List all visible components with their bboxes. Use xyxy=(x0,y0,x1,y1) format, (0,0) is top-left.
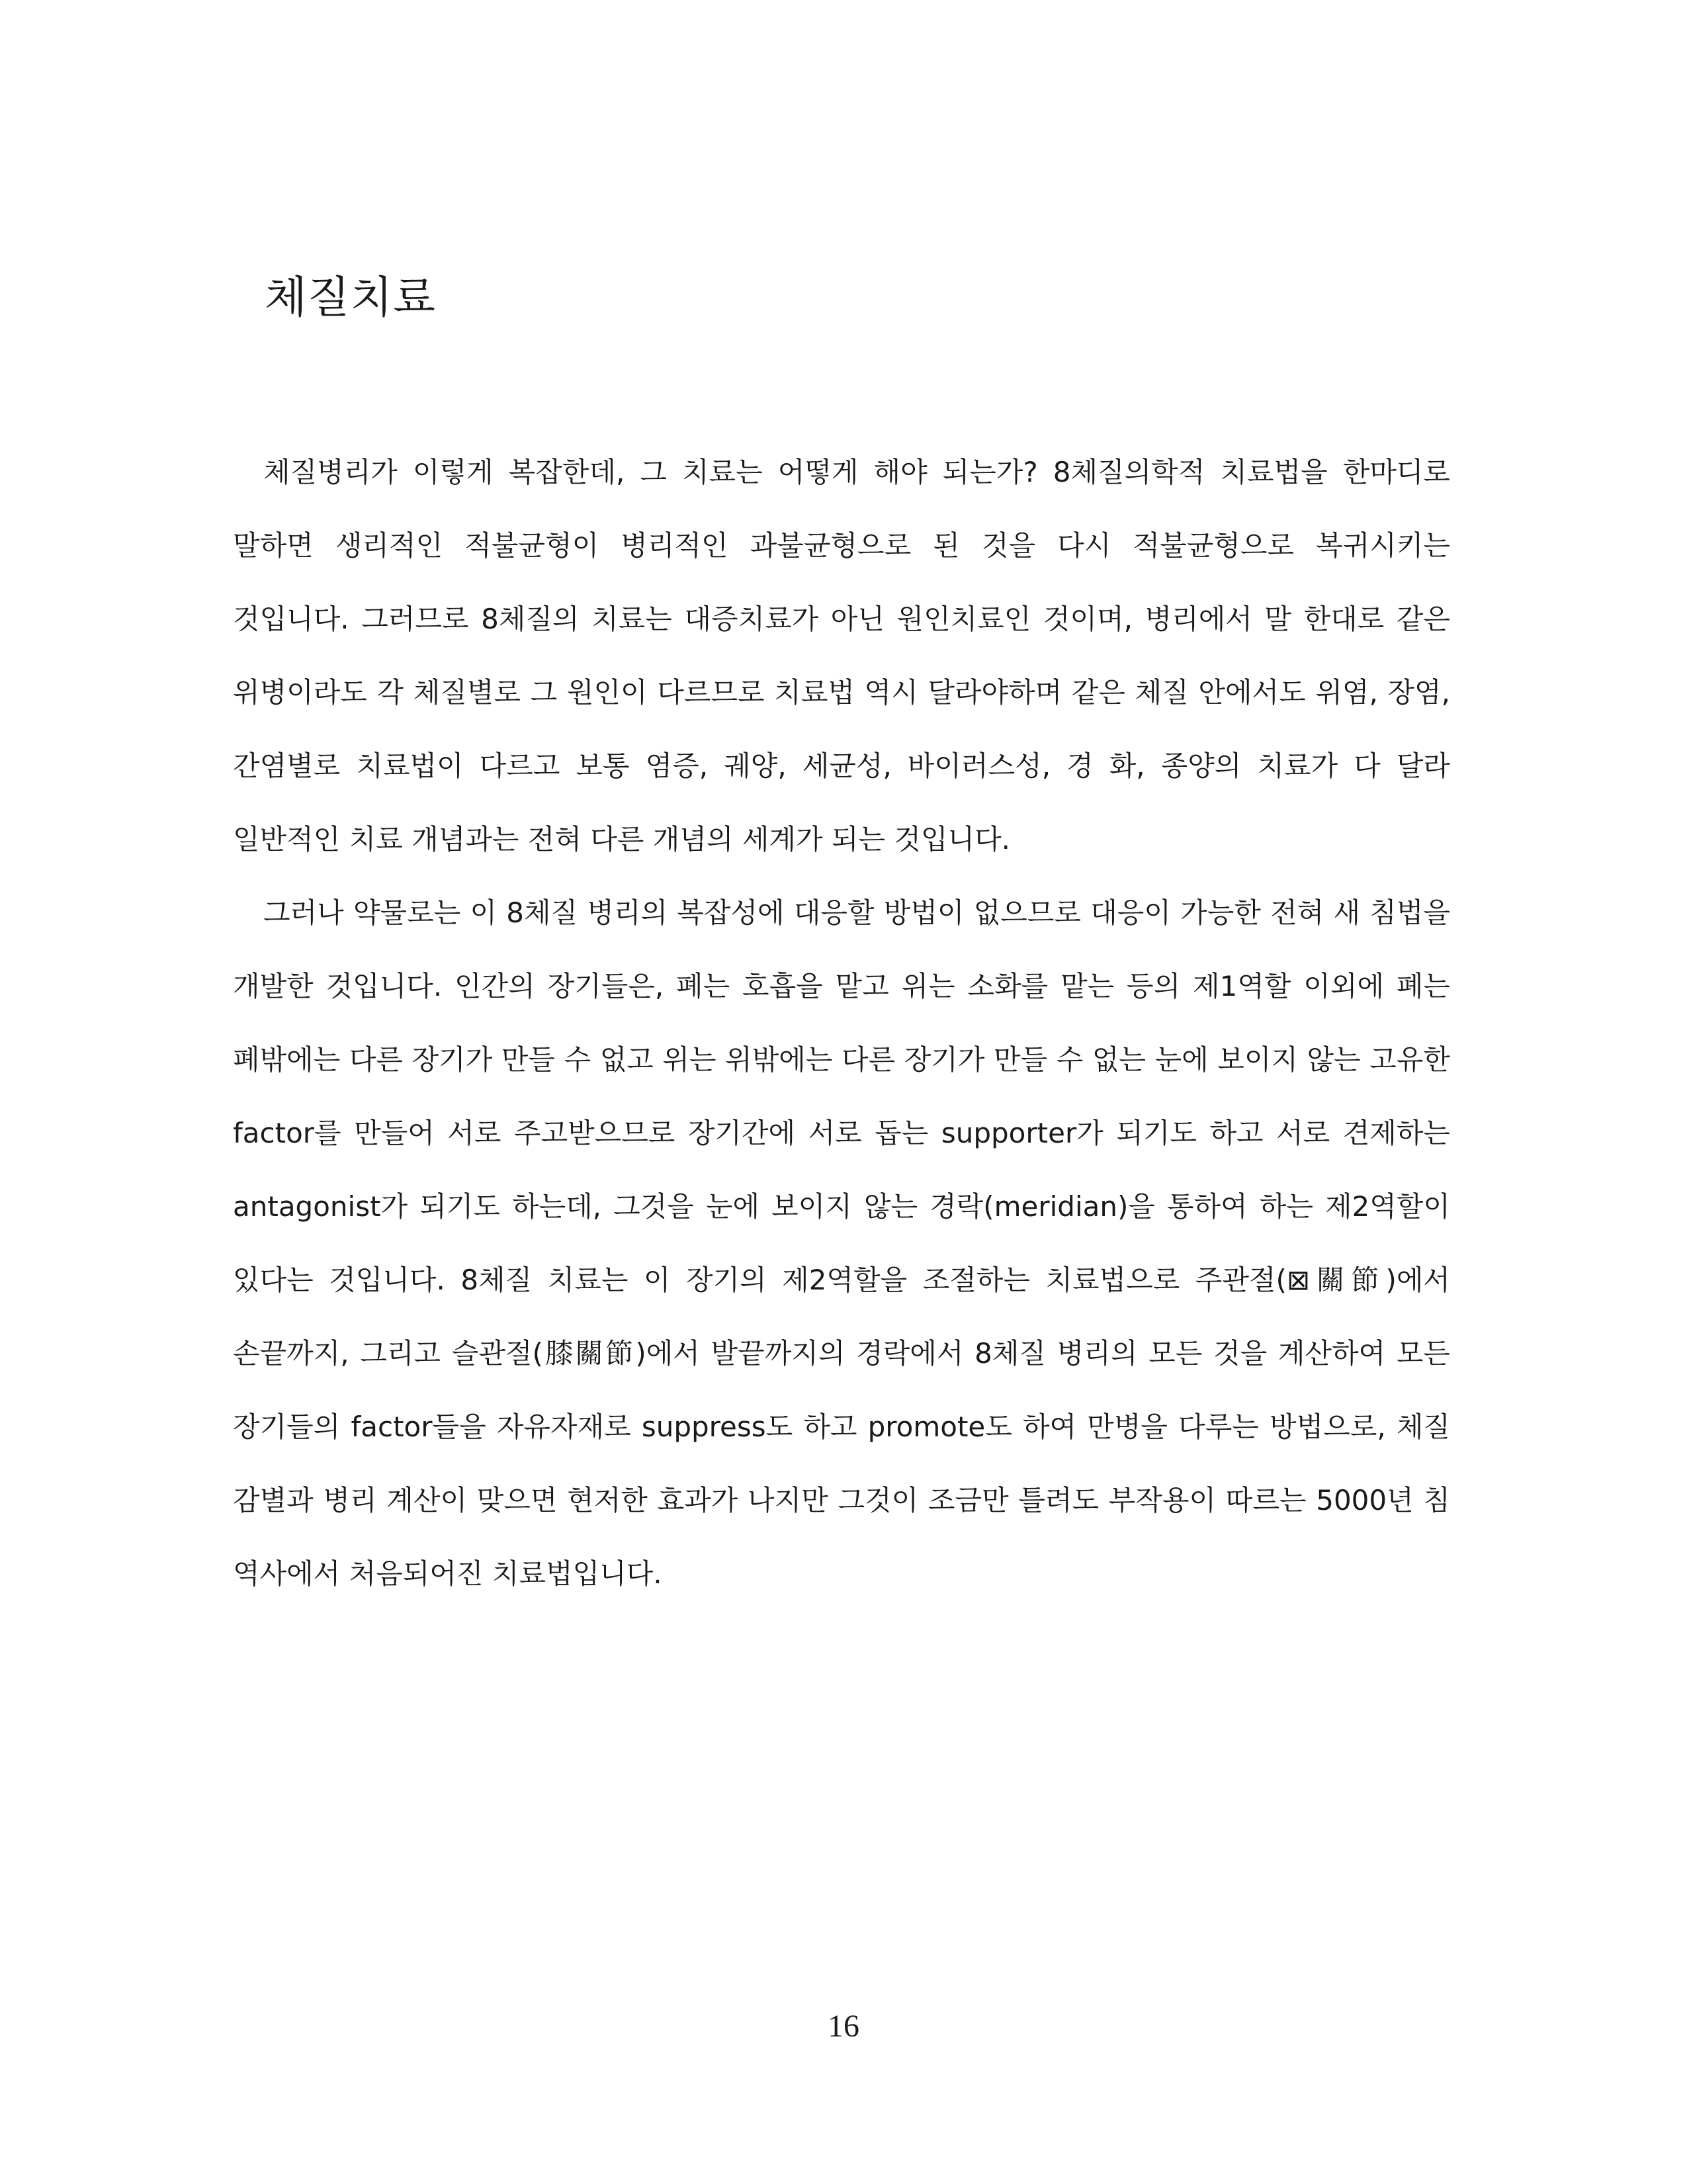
body-text xyxy=(233,435,1450,1610)
paragraph-1: 체질병리가 이렇게 복잡한데, 그 치료는 어떻게 해야 되는가? 8체질의학적 치료법을 한마디로 말하면 생리적인 적불균형이 병리적인 과불균형으로 된 것을 다시 적불균형으로 복귀시키는 것입니다. 그러므로 8체질의 치료는 대증치료가 아닌 원인치료인 것이며, 병리에서 말 한대로 같은 위병이라도 각 체질별로 그 원인이 다르므로 치료법 역시 달라야하며 같은 체질 안에서도 위염, 장염, 간염별로 치료법이 다르고 보통 염증, 궤양, 세균성, 바이러스성, 경 화, 종양의 치료가 다 달라 일반적인 치료 개념과는 전혀 다른 개념의 세계가 되는 것입니다. xyxy=(233,456,1450,855)
paragraph-2: 그러나 약물로는 이 8체질 병리의 복잡성에 대응할 방법이 없으므로 대응이 가능한 전혀 새 침법을 개발한 것입니다. 인간의 장기들은, 폐는 호흡을 맡고 위는 소화를 맡는 등의 제1역할 이외에 폐는 폐밖에는 다른 장기가 만들 수 없고 위는 위밖에는 다른 장기가 만들 수 없는 눈에 보이지 않는 고유한 factor를 만들어 서로 주고받으므로 장기간에 서로 돕는 supporter가 되기도 하고 서로 견제하는 antagonist가 되기도 하는데, 그것을 눈에 보이지 않는 경락(meridian)을 통하여 하는 제2역할이 있다는 것입니다. 8체질 치료는 이 장기의 제2역할을 조절하는 치료법으로 주관절(⊠關節)에서 손끝까지, 그리고 슬관절(膝關節)에서 발끝까지의 경락에서 8체질 병리의 모든 것을 계산하여 모든 장기들의 factor들을 자유자재로 suppress도 하고 promote도 하여 만병을 다루는 방법으로, 체질 감별과 병리 계산이 맞으면 현저한 효과가 나지만 그것이 조금만 틀려도 부작용이 따르는 5000년 침 역사에서 처음되어진 치료법입니다. xyxy=(233,896,1450,1590)
page-number: 16 xyxy=(828,2009,859,2044)
section-title: 체질치료 xyxy=(265,272,437,323)
